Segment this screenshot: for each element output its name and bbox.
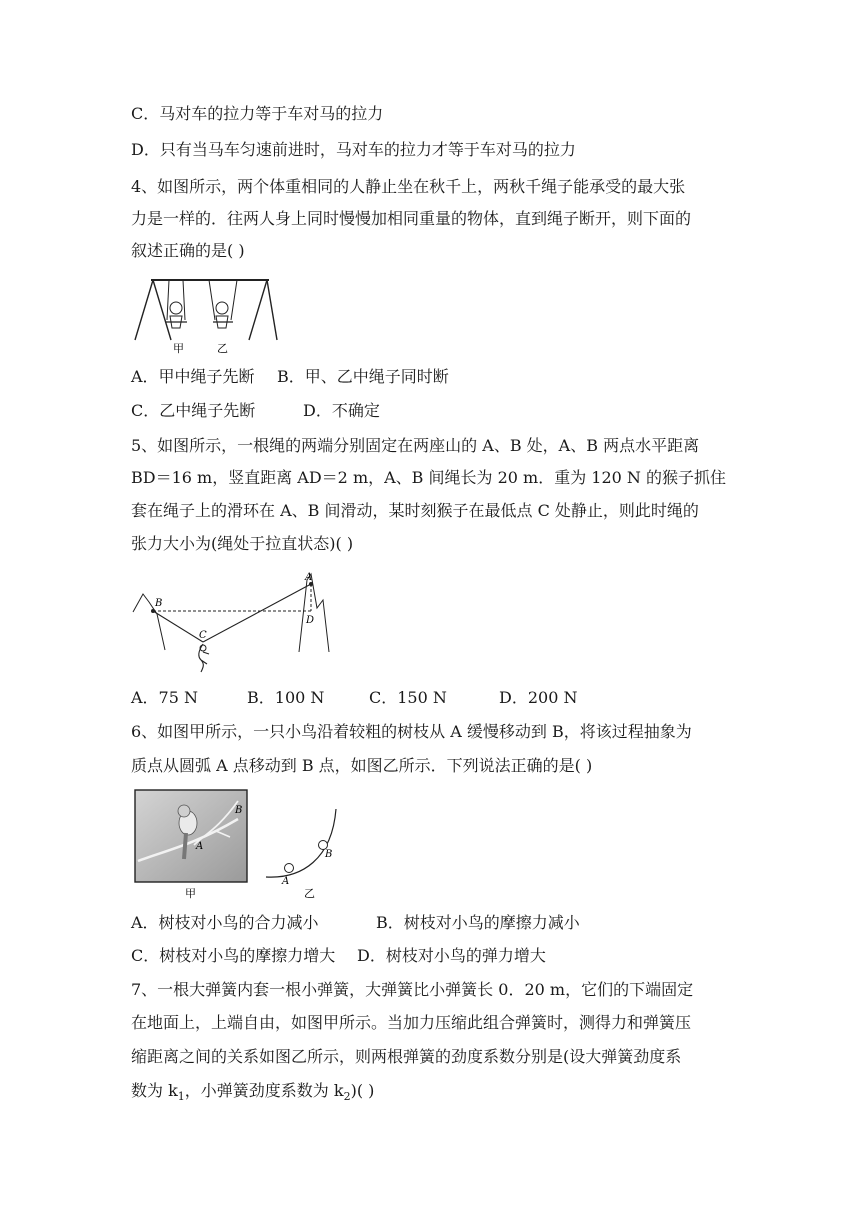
q5-text-2: BD＝16 m，竖直距离 AD＝2 m，A、B 间绳长为 20 m．重为 120 N 的猴子抓住 xyxy=(131,468,727,487)
q5-options-row xyxy=(131,688,577,708)
q5-text-1: 5、如图所示，一根绳的两端分别固定在两座山的 A、B 处，A、B 两点水平距离 xyxy=(131,436,700,455)
swing-label-jia: 甲 xyxy=(173,342,184,355)
q5-text-3: 套在绳子上的滑环在 A、B 间滑动，某时刻猴子在最低点 C 处静止，则此时绳的 xyxy=(131,501,699,520)
bird-photo xyxy=(134,789,249,901)
q4-text-2: 力是一样的．往两人身上同时慢慢加相同重量的物体，直到绳子断开，则下面的 xyxy=(131,209,692,228)
q7-text-2: 在地面上，上端自由，如图甲所示。当加力压缩此组合弹簧时，测得力和弹簧压 xyxy=(131,1013,692,1032)
q6-option-b[interactable]: B．树枝对小鸟的摩擦力减小 xyxy=(376,913,580,932)
q5-option-d[interactable]: D．200 N xyxy=(499,688,578,707)
swing-label-yi: 乙 xyxy=(217,342,228,355)
q7-text-4 xyxy=(131,1081,374,1107)
photo-label-a: A xyxy=(196,841,204,852)
q5-option-b[interactable]: B．100 N xyxy=(247,688,325,707)
q4-option-b[interactable]: B．甲、乙中绳子同时断 xyxy=(277,367,449,386)
q4-options-row-2 xyxy=(131,401,380,421)
option-c-prev: C．马对车的拉力等于车对马的拉力 xyxy=(131,104,384,123)
q6-option-d[interactable]: D．树枝对小鸟的弹力增大 xyxy=(357,946,546,965)
q7-text-3: 缩距离之间的关系如图乙所示，则两根弹簧的劲度系数分别是(设大弹簧劲度系 xyxy=(131,1047,682,1066)
q6-options-row-2 xyxy=(131,946,546,966)
q4-options-row-1 xyxy=(131,367,449,387)
q7-k1-prefix: 数为 k xyxy=(131,1081,178,1100)
q4-option-c[interactable]: C．乙中绳子先断 xyxy=(131,401,256,420)
arc-caption: 乙 xyxy=(304,887,315,900)
q6-option-a[interactable]: A．树枝对小鸟的合力减小 xyxy=(131,913,319,932)
photo-caption: 甲 xyxy=(185,887,196,900)
q6-text-2: 质点从圆弧 A 点移动到 B 点，如图乙所示．下列说法正确的是( ) xyxy=(131,756,593,775)
q6-option-c[interactable]: C．树枝对小鸟的摩擦力增大 xyxy=(131,946,336,965)
q7-k2-prefix: ，小弹簧劲度系数为 k xyxy=(184,1081,344,1100)
label-a: A xyxy=(305,572,313,583)
q4-text-1: 4、如图所示，两个体重相同的人静止坐在秋千上，两秋千绳子能承受的最大张 xyxy=(131,177,686,196)
arc-figure xyxy=(262,807,342,901)
q7-k2-subscript: 2 xyxy=(343,1090,351,1104)
arc-label-b: B xyxy=(325,849,333,860)
q6-text-1: 6、如图甲所示，一只小鸟沿着较粗的树枝从 A 缓慢移动到 B，将该过程抽象为 xyxy=(131,722,692,741)
q5-option-a[interactable]: A．75 N xyxy=(131,688,199,707)
rope-figure xyxy=(131,568,336,676)
q4-option-a[interactable]: A．甲中绳子先断 xyxy=(131,367,255,386)
arc-label-a: A xyxy=(282,876,290,887)
label-c: C xyxy=(199,630,207,641)
q4-text-3: 叙述正确的是( ) xyxy=(131,241,245,260)
label-b: B xyxy=(155,598,163,609)
swing-figure xyxy=(131,272,279,356)
photo-label-b: B xyxy=(235,805,243,816)
q7-answer-blank: )( ) xyxy=(350,1081,375,1100)
q7-text-1: 7、一根大弹簧内套一根小弹簧，大弹簧比小弹簧长 0．20 m，它们的下端固定 xyxy=(131,980,694,999)
option-d-prev: D．只有当马车匀速前进时，马对车的拉力才等于车对马的拉力 xyxy=(131,140,576,159)
label-d: D xyxy=(306,615,315,626)
q5-option-c[interactable]: C．150 N xyxy=(369,688,447,707)
q7-k1-subscript: 1 xyxy=(177,1090,185,1104)
q6-options-row-1 xyxy=(131,913,580,933)
q4-option-d[interactable]: D．不确定 xyxy=(303,401,380,420)
q5-text-4: 张力大小为(绳处于拉直状态)( ) xyxy=(131,534,354,553)
